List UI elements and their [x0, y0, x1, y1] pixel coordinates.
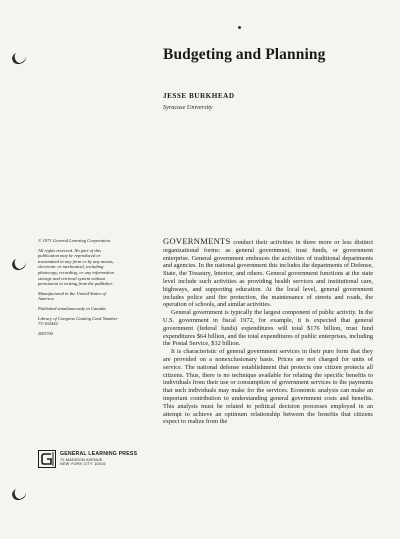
publisher-block — [38, 450, 138, 472]
manufactured-notice: Manufactured in the United States of America. — [38, 290, 106, 302]
body-paragraph: General government is typically the largest component of public activity. In the U.S. government in fiscal 1972, for example, it is expected that general government (federal funds) expenditures will total $176 billion, trust fund expenditures $64 billion, and the total expenditures of public enterprises, including the Postal Service, $32 billion. — [163, 309, 373, 348]
publisher-address — [60, 458, 106, 467]
binder-hole-mark — [10, 486, 27, 502]
publisher-name: GENERAL LEARNING PRESS — [60, 451, 138, 457]
page-title: Budgeting and Planning — [163, 46, 326, 63]
publisher-address-line: 70 MADISON AVENUE — [60, 458, 103, 462]
body-text — [163, 238, 373, 426]
body-paragraph — [163, 238, 373, 309]
author-affiliation: Syracuse University — [163, 104, 213, 111]
publisher-logo-icon — [38, 450, 56, 468]
author-name: JESSE BURKHEAD — [163, 92, 235, 100]
copyright-sidebar — [38, 238, 120, 340]
body-paragraph: It is characteristic of general government services in their pure form that they are provided on a nonexclusionary basis. Prices are not charged for units of service. The national defense establishment that protects one citizen protects all citizens. Thus, there is no technique available for relating the specific benefits to individuals from their use or consumption of government services to the payments that such individuals may make for the services. Economic analysis can make an important contribution to understanding general government costs and benefits. This analysis must be related to political decision processes employed in an attempt to achieve an optimum relationship between the benefits that citizens expect to realize from the — [163, 348, 373, 426]
ink-speck — [238, 26, 241, 29]
rights-notice: All rights reserved. No part of this publication may be reproduced or transmitted in any form or by any means, electronic or mechanical, including photocopy, recording, or any information storage and retrieval system without permission in writing from the publisher. — [38, 247, 114, 287]
catalog-number: Library of Congress Catalog Card Number 73-165442 — [38, 315, 118, 327]
publisher-address-line: NEW YORK CITY 10016 — [60, 462, 106, 467]
binder-hole-mark — [10, 256, 27, 272]
publication-code: 2003700 — [38, 330, 53, 336]
binder-hole-mark — [10, 50, 27, 66]
published-notice: Published simultaneously in Canada. — [38, 305, 107, 311]
paragraph-text: conduct their activities in three more or less distinct organizational forms: as general government, trust funds, or government enterprise. General government embraces the activities of traditional departments and agencies. In the national government this includes the departments of Defense, State, the Treasury, Interior, and others. General government functions at the state level include such activities as providing health services and institutional care, highways, and supporting education. At the local level, general government includes police and fire protection, the maintenance of streets and roads, the operation of schools, and similar activities. — [163, 239, 373, 309]
lead-word: GOVERNMENTS — [163, 236, 231, 246]
copyright-notice: © 1971 General Learning Corporation — [38, 238, 111, 243]
